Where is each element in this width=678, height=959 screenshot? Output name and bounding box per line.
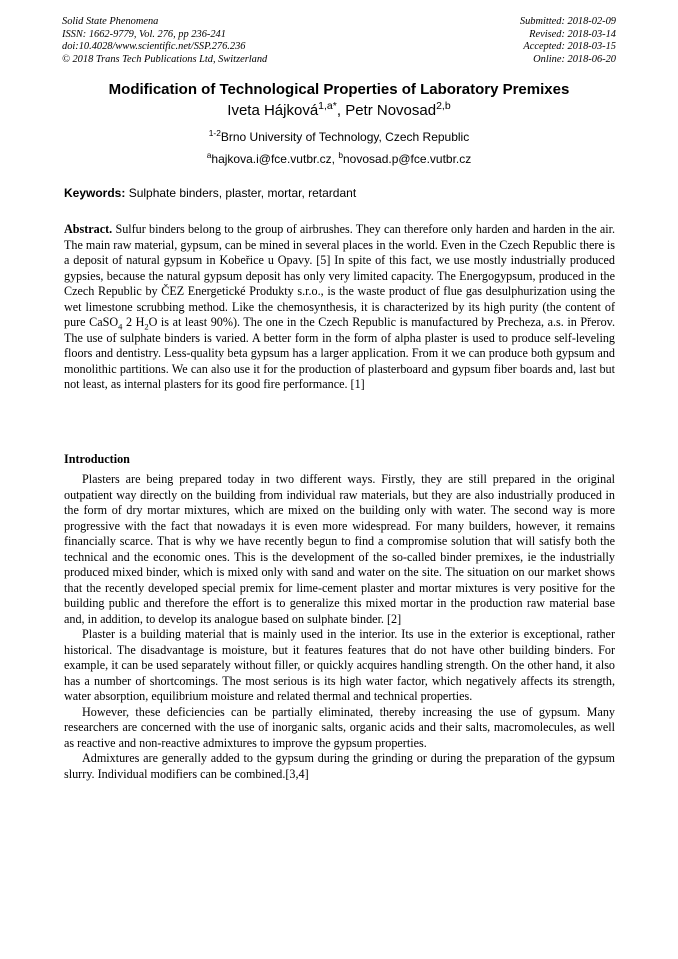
email-line [40,152,638,167]
revised-date: Revised: 2018-03-14 [529,28,616,40]
formula-subscript-4: 4 [118,321,123,332]
publication-dates [520,16,616,66]
paper-title: Modification of Technological Properties of Laboratory Premixes [108,81,570,98]
author-2-name: Petr Novosad [345,102,437,119]
affiliation-text: Brno University of Technology, Czech Republic [220,130,470,144]
intro-paragraph-4: Admixtures are generally added to the gypsum during the grinding or during the preparation of the gypsum slurry. Individual modifiers can be combined.[3,4] [64,751,615,781]
keywords-text: Sulphate binders, plaster, mortar, retardant [125,186,357,200]
email-separator: , [331,152,339,166]
email-b: novosad.p@fce.vutbr.cz [343,152,472,166]
intro-paragraph-3: However, these deficiencies can be partially eliminated, thereby increasing the use of gypsum. Many researchers are concerned with the use of inorganic salts, organic acids and their salts, macromolecules, as well as reactive and non-reactive admixtures to improve the gypsum properties. [64,704,615,750]
author-1-name: Iveta Hájková [227,102,319,119]
submitted-date: Submitted: 2018-02-09 [519,16,616,27]
issn-line: ISSN: 1662-9779, Vol. 276, pp 236-241 [62,28,226,40]
author-separator: , [336,102,346,119]
keywords-label: Keywords: [64,186,126,200]
email-b-marker: b [338,150,343,160]
author-line [40,101,638,121]
abstract-label: Abstract. [64,222,113,236]
intro-paragraph-2: Plaster is a building material that is mainly used in the interior. Its use in the exterior is exceptional, rather historical. The disadvantage is moisture, but it features features that do not have other building binders. For example, it can be used separately without filler, or quickly acquires handling strength. On the other hand, it also has a number of shortcomings. The most serious is its high water factor, which negatively affects its strength, water absorption, equilibrium moisture and related thermal and technical properties. [64,627,615,703]
keywords-line [64,185,624,201]
introduction-heading: Introduction [64,452,130,466]
abstract-paragraph [64,222,615,393]
intro-paragraph-1: Plasters are being prepared today in two different ways. Firstly, they are still prepared in the original outpatient way directly on the building from individual raw materials, but they are also industrially produced in the form of dry mortar mixtures, which are mixed on the building only with water. The second way is more progressive with the fact that nowadays it is even more widespread. For many builders, however, it remains financially scarce. That is why we have recently begun to find a compromise solution that will satisfy both the technical and the economic ones. This is the development of the so-called binder premixes, ie the industrially produced mixed binder, which is mixed only with sand and water on the site. The situation on our market shows that the recently developed special premix for lime-cement plaster and mortar mixtures is very positive for the building public and therefore the effort is to generalize this mixed mortar in the production raw material base and, in addition, to develop its analogue based on sulphate binder. [2] [64,472,615,626]
affiliation-line [40,130,638,145]
abstract-text-2: 2 H [122,315,145,329]
copyright-line: © 2018 Trans Tech Publications Ltd, Switzerland [62,53,268,65]
abstract-text-3: O is at least 90%). The one in the Czech Republic is manufactured by Precheza, a.s. in Přerov. The use of sulphate binders is varied. A better form in the form of alpha plaster is used to produce self-leveling floors and dentistry. Less-quality beta gypsum has a larger application. From it we can produce both gypsum and monolithic partitions. We can also use it for the production of plasterboard and gypsum fiber boards and, last but not least, as internal plasters for its good fire performance. [1] [64,315,615,391]
affiliation-marker: 1-2 [208,128,221,138]
email-a: hajkova.i@fce.vutbr.cz [211,152,332,166]
journal-name: Solid State Phenomena [62,16,159,27]
online-date: Online: 2018-06-20 [533,53,616,65]
doi-line: doi:10.4028/www.scientific.net/SSP.276.236 [62,41,246,52]
abstract-text-1: Sulfur binders belong to the group of airbrushes. They can therefore only harden and harden in the air. The main raw material, gypsum, can be mined in several places in the world. Even in the Czech Republic there is a deposit of natural gypsum in Kobeřice u Opavy. [5] In spite of this fact, we use mostly industrially produced gypsies, because the natural gypsum deposit has only very limited capacity. The Energogypsum, produced in the Czech Republic by ČEZ Energetické Produkty s.r.o., is the waste product of flue gas desulphurization using the wet limestone scrubbing method. Like the chemosynthesis, it is characterized by its high purity (the content of pure CaSO [64,222,615,329]
introduction-body [64,472,615,782]
author-1-affiliation-marker: 1,a* [318,100,337,112]
journal-info [62,16,267,66]
accepted-date: Accepted: 2018-03-15 [523,41,616,52]
email-a-marker: a [206,150,212,160]
author-2-affiliation-marker: 2,b [436,100,451,112]
formula-subscript-2: 2 [144,321,149,332]
